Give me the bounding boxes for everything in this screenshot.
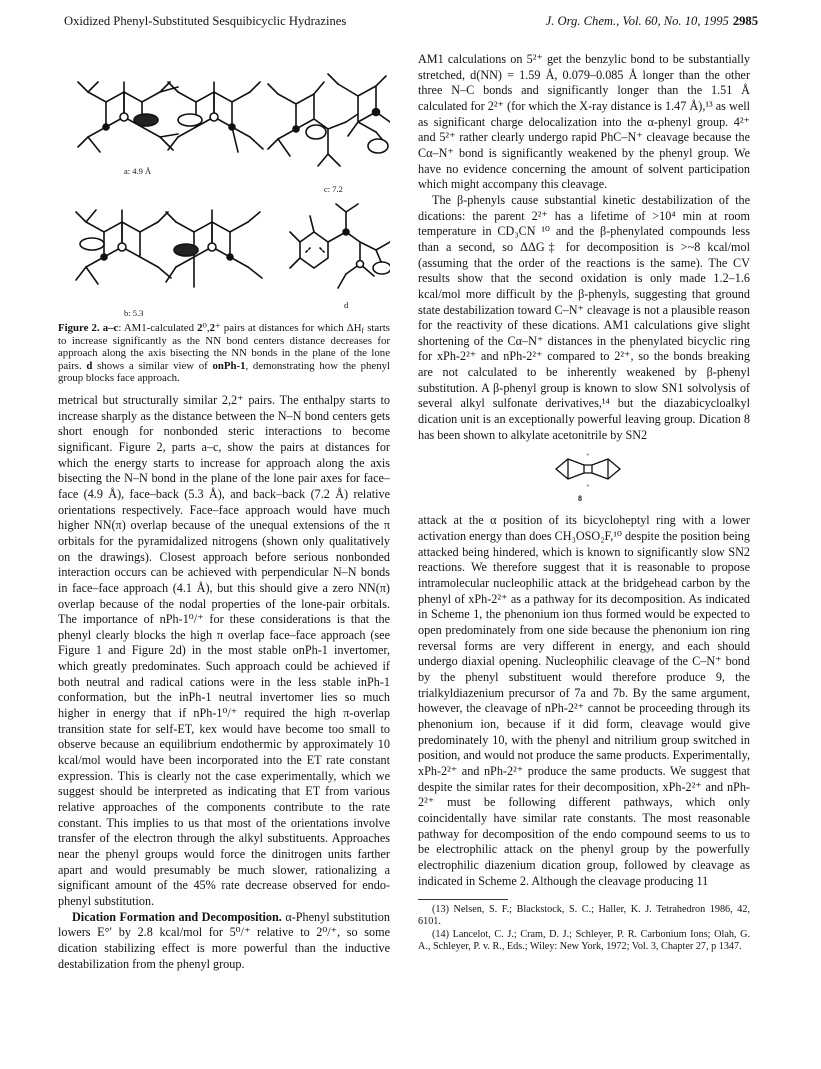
right-paragraph: AM1 calculations on 5²⁺ get the benzylic bond to be substantially stretched, d(NN) = 1.59 Å, 0.079–0.085 Å longer than the other three N–C bonds and significantly longer than the 1.51 Å calculated for 2²⁺ (for which the X-ray distance is 1.47 Å),¹³ as well as significant charge delocalization into the α-phenyl group. 4²⁺ and 5²⁺ rather clearly undergo rapid PhC–N⁺ cleavage because the Cα–N⁺ bond is significantly weakened by the phenyl group. We have no evidence concerning the amount of solvent participation which might accompany this cleavage. xyxy=(418,52,750,192)
journal-ref: J. Org. Chem., Vol. 60, No. 10, 1995 xyxy=(545,14,729,28)
figure-caption: Figure 2. a–c: AM1-calculated 2⁰,2⁺ pairs at distances for which $\Delta H_f$ starts to increase significantly as the NN bond centers distance decreases for approach along the axis bisecting the NN bonds in the plane of the lone pairs. d shows a similar view of onPh-1, demonstrating how the phenyl group blocks face approach. xyxy=(58,322,391,385)
figure-2 xyxy=(58,52,390,320)
structure-8 xyxy=(418,447,750,509)
panel-a-structure xyxy=(78,82,263,152)
section-heading: Dication Formation and Decomposition. xyxy=(72,909,282,924)
footnote-14: (14) Lancelot, C. J.; Cram, D. J.; Schleyer, P. R. Carbonium Ions; Olah, G. A., Schleyer, P. v. R., Eds.; Wiley: New York, 1972; Vol. 3, Chapter 27, p 1347. xyxy=(418,928,750,952)
left-column xyxy=(58,52,390,972)
panel-b-label: b: 5.3 xyxy=(124,308,144,318)
page-number: 2985 xyxy=(732,14,758,28)
panel-c-label: c: 7.2 xyxy=(324,184,343,194)
svg-text:+: + xyxy=(586,484,590,491)
footnote-rule xyxy=(418,899,508,900)
right-paragraph: attack at the α position of its bicycloheptyl ring with a lower activation energy than does CH₃OSO₂F,¹⁰ despite the position being attacked being hindered, which is known to significantly slow SN2 reactions. We therefore suggest that it is reasonable to propose intramolecular nucleophilic attack at the bridgehead carbon by the phenyl of xPh-2²⁺ as a pathway for its decomposition. As indicated in Scheme 1, the phenonium ion thus formed would be expected to open predominately from one side because the phenonium ion ring reversal forms are very different in energy, and each should undergo diaxial opening. Nucleophilic cleavage of the C–N⁺ bond by the phenyl substituent would therefore produce 9, the trialkyldiazenium precursor of 7a and 7b. By the same argument, however, the cleavage of nPh-2²⁺ cannot be proceeding through its phenonium ion, because if it did form, cleavage would give predominately 10, with the phenyl and nitrilium group switched in position, and would not produce the same products. Experimentally, xPh-2²⁺ and nPh-2²⁺ produce the same products. We suggest that despite the similar rates for their decomposition, xPh-2²⁺ and nPh-2²⁺ must be following different pathways, which only coincidentally have similar rate constants. The most reasonable pathway for decomposition of the endo compound seems to us to be electrophilic attack on the phenyl group by the powerfully electrophilic diazenium dication group, followed by cleavage as indicated in Scheme 2. Although the cleavage producing 11 xyxy=(418,513,750,888)
footnote-13: (13) Nelsen, S. F.; Blackstock, S. C.; Haller, K. J. Tetrahedron 1986, 42, 6101. xyxy=(418,904,750,928)
panel-d-label: d xyxy=(344,300,349,310)
running-title: Oxidized Phenyl-Substituted Sesquibicyclic Hydrazines xyxy=(64,14,347,28)
panel-a-label: a: 4.9 Å xyxy=(124,166,152,176)
journal-citation xyxy=(546,14,758,29)
panel-b-structure xyxy=(76,210,262,287)
structure-8-label: 8 xyxy=(578,494,582,504)
svg-text:+: + xyxy=(586,453,590,460)
right-column xyxy=(418,52,750,953)
panel-d-structure xyxy=(290,204,390,288)
panel-c-structure xyxy=(268,74,390,166)
running-header xyxy=(64,14,758,34)
section-paragraph: Dication Formation and Decomposition. α-Phenyl substitution lowers E°′ by 2.8 kcal/mol for 5⁰/⁺ relative to 2⁰/⁺, so some dication stabilizing effect is more powerful than the inductive destabilization from the phenyl group. xyxy=(58,909,390,971)
left-paragraph: metrical but structurally similar 2,2⁺ pairs. The enthalpy starts to increase sharply as the distance between the N–N bond centers gets short enough for nonbonded steric interactions to become significant. Figure 2, parts a–c, show the pairs at distances for which the energy starts to increase for approach along the axis bisecting the N–N bond in the plane of the lone pair axes for face–face (4.9 Å), face–back (5.3 Å), and back–back (7.2 Å) relative orientations respectively. Face–face approach would have much higher NN(π) overlap because of the unequal extensions of the π orbitals for the pyramidalized nitrogens (shown only qualitatively on the drawings). Closest approach before serious nonbonded interaction occurs can be achieved with perpendicular N–N bonds in face–face approach (4.1 Å), but this should give a zero NN(π) overlap because of the nodal properties of the lone-pair orbitals. The importance of nPh-1⁰/⁺ for these considerations is that the phenyl clearly blocks the high π overlap face–face approach (see Figure 1 and Figure 2d) in the most stable onPh-1 invertomer, which greatly predominates. Such approach could be achieved if both neutral and radical cations were in the less stable inPh-1 conformation, but the inPh-1 neutral invertomer lies so much higher in energy that if nPh-1⁰/⁺ required the high π-overlap transition state for self-ET, kex would have become too small to observe because an equilibrium endothermic by approximately 10 kcal/mol would have been incorporated into the ET rate constant expression. This is clearly not the case experimentally, which we suggest should be interpreted as indicating that ET from various relative approaches of the components contribute to the rate constant. This implies to us that most of the orientations involve transfer of the electron through the alkyl substituents. Approaches near the phenyl groups would force the dinitrogen units farther apart and would presumably be much slower, rationalizing a significant amount of the 45% rate decrease observed for endo-phenyl substitution. xyxy=(58,392,390,908)
dication-8-drawing xyxy=(548,447,628,491)
right-paragraph: The β-phenyls cause substantial kinetic destabilization of the dications: the parent 2²⁺ has a lifetime of >10⁴ min at room temperature in CD₃CN ¹⁰ and the β-phenylated compounds less than a second, so ΔΔG‡ for decomposition is >~8 kcal/mol (assuming that the order of the reactions is the same). The CV results show that the second oxidation is only made 1.2–1.6 kcal/mol more difficult by the β-phenyls, suggesting that ground state destabilization toward C–N⁺ cleavage is not a plausible reason for the reactivity of these dications. AM1 calculations give slight shortening of the Cα–N⁺ distances in the phenylated bicyclic ring for xPh-2²⁺ and nPh-2²⁺ compared to 2²⁺, so the bonds breaking are not calculated to be inherently weakened by β-phenyl substitution. A β-phenyl group is known to slow SN1 solvolysis of several alkyl sulfonate derivatives,¹⁴ but the diazabicycloalkyl dication unit is an exceptionally powerful leaving group. Dication 8 has been shown to alkylate acetonitrile by SN2 xyxy=(418,192,750,442)
